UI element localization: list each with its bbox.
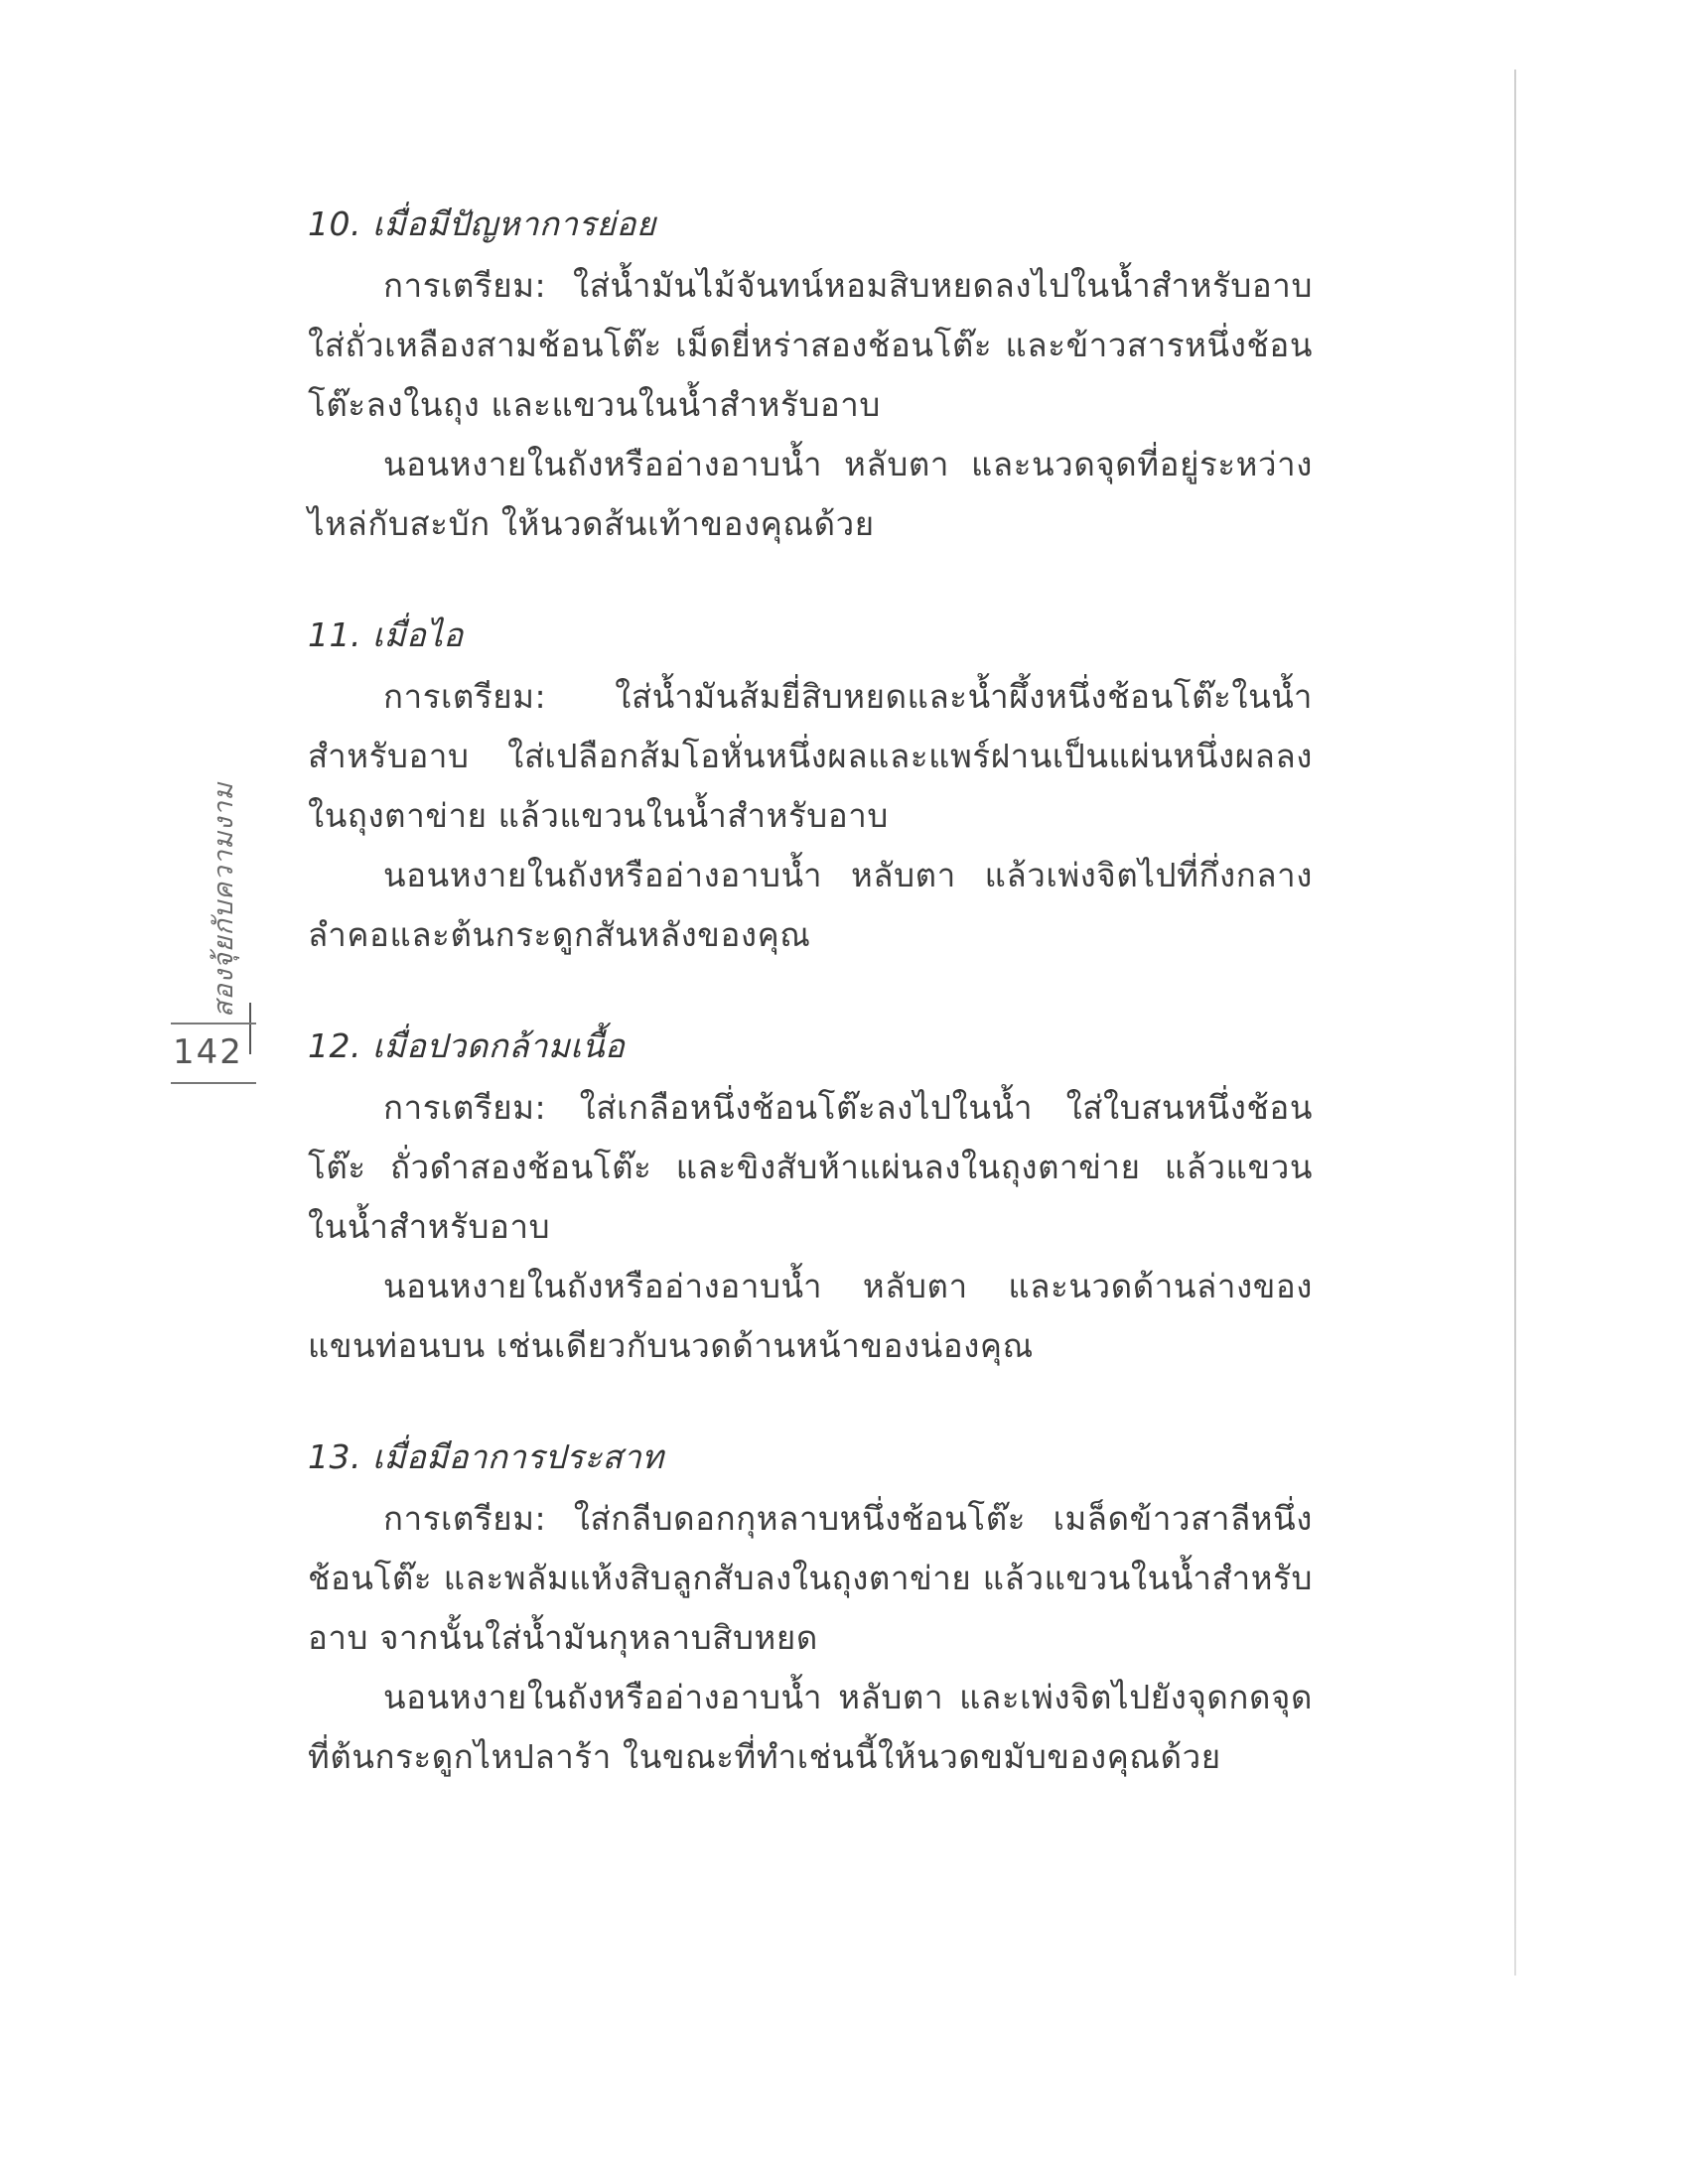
- section-heading: 10. เมื่อมีปัญหาการย่อย: [308, 205, 656, 243]
- page-number-rule-bottom: [171, 1082, 256, 1084]
- section-11: [308, 610, 1313, 965]
- section-10: [308, 199, 1313, 554]
- paragraph: นอนหงายในถังหรืออ่างอาบน้ำ หลับตา และนวดด้านล่างของแขนท่อนบน เช่นเดียวกับนวดด้านหน้าของน่องคุณ: [308, 1267, 1313, 1365]
- paragraph: นอนหงายในถังหรืออ่างอาบน้ำ หลับตา และเพ่งจิตไปยังจุดกดจุดที่ต้นกระดูกไหปลาร้า ในขณะที่ทำเช่นนี้ให้นวดขมับของคุณด้วย: [308, 1678, 1313, 1776]
- paragraph: การเตรียม: ใส่กลีบดอกกุหลาบหนึ่งช้อนโต๊ะ เมล็ดข้าวสาลีหนึ่งช้อนโต๊ะ และพลัมแห้งสิบลูกสับลงในถุงตาข่าย แล้วแขวนในน้ำสำหรับอาบ จากนั้นใส่น้ำมันกุหลาบสิบหยด: [308, 1499, 1313, 1657]
- section-13: [308, 1432, 1313, 1787]
- page-number-rule-top: [171, 1023, 256, 1024]
- paragraph: การเตรียม: ใส่เกลือหนึ่งช้อนโต๊ะลงไปในน้ำ ใส่ใบสนหนึ่งช้อนโต๊ะ ถั่วดำสองช้อนโต๊ะ และขิงสับห้าแผ่นลงในถุงตาข่าย แล้วแขวนในน้ำสำหรับอาบ: [308, 1088, 1313, 1246]
- running-head-divider: [249, 1003, 251, 1054]
- side-margin: [169, 735, 263, 1112]
- paragraph: การเตรียม: ใส่น้ำมันไม้จันทน์หอมสิบหยดลงไปในน้ำสำหรับอาบ ใส่ถั่วเหลืองสามช้อนโต๊ะ เม็ดยี่หร่าสองช้อนโต๊ะ และข้าวสารหนึ่งช้อนโต๊ะลงในถุง และแขวนในน้ำสำหรับอาบ: [308, 266, 1313, 424]
- page-number: 142: [173, 1032, 243, 1072]
- page-body: [308, 199, 1313, 1843]
- section-heading: 12. เมื่อปวดกล้ามเนื้อ: [308, 1026, 626, 1065]
- section-heading: 13. เมื่อมีอาการประสาท: [308, 1437, 664, 1476]
- paragraph: นอนหงายในถังหรืออ่างอาบน้ำ หลับตา และนวดจุดที่อยู่ระหว่างไหล่กับสะบัก ให้นวดส้นเท้าของคุณด้วย: [308, 445, 1313, 543]
- running-head: สองจุ้ยกับความงาม: [209, 781, 239, 1018]
- section-heading: 11. เมื่อไอ: [308, 615, 464, 654]
- paragraph: นอนหงายในถังหรืออ่างอาบน้ำ หลับตา แล้วเพ่งจิตไปที่กึ่งกลางลำคอและต้นกระดูกสันหลังของคุณ: [308, 856, 1313, 954]
- section-12: [308, 1021, 1313, 1376]
- paragraph: การเตรียม: ใส่น้ำมันส้มยี่สิบหยดและน้ำผึ้งหนึ่งช้อนโต๊ะในน้ำสำหรับอาบ ใส่เปลือกส้มโอหั่นหนึ่งผลและแพร์ฝานเป็นแผ่นหนึ่งผลลงในถุงตาข่าย แล้วแขวนในน้ำสำหรับอาบ: [308, 677, 1313, 835]
- page-edge-shadow: [1514, 69, 1516, 1976]
